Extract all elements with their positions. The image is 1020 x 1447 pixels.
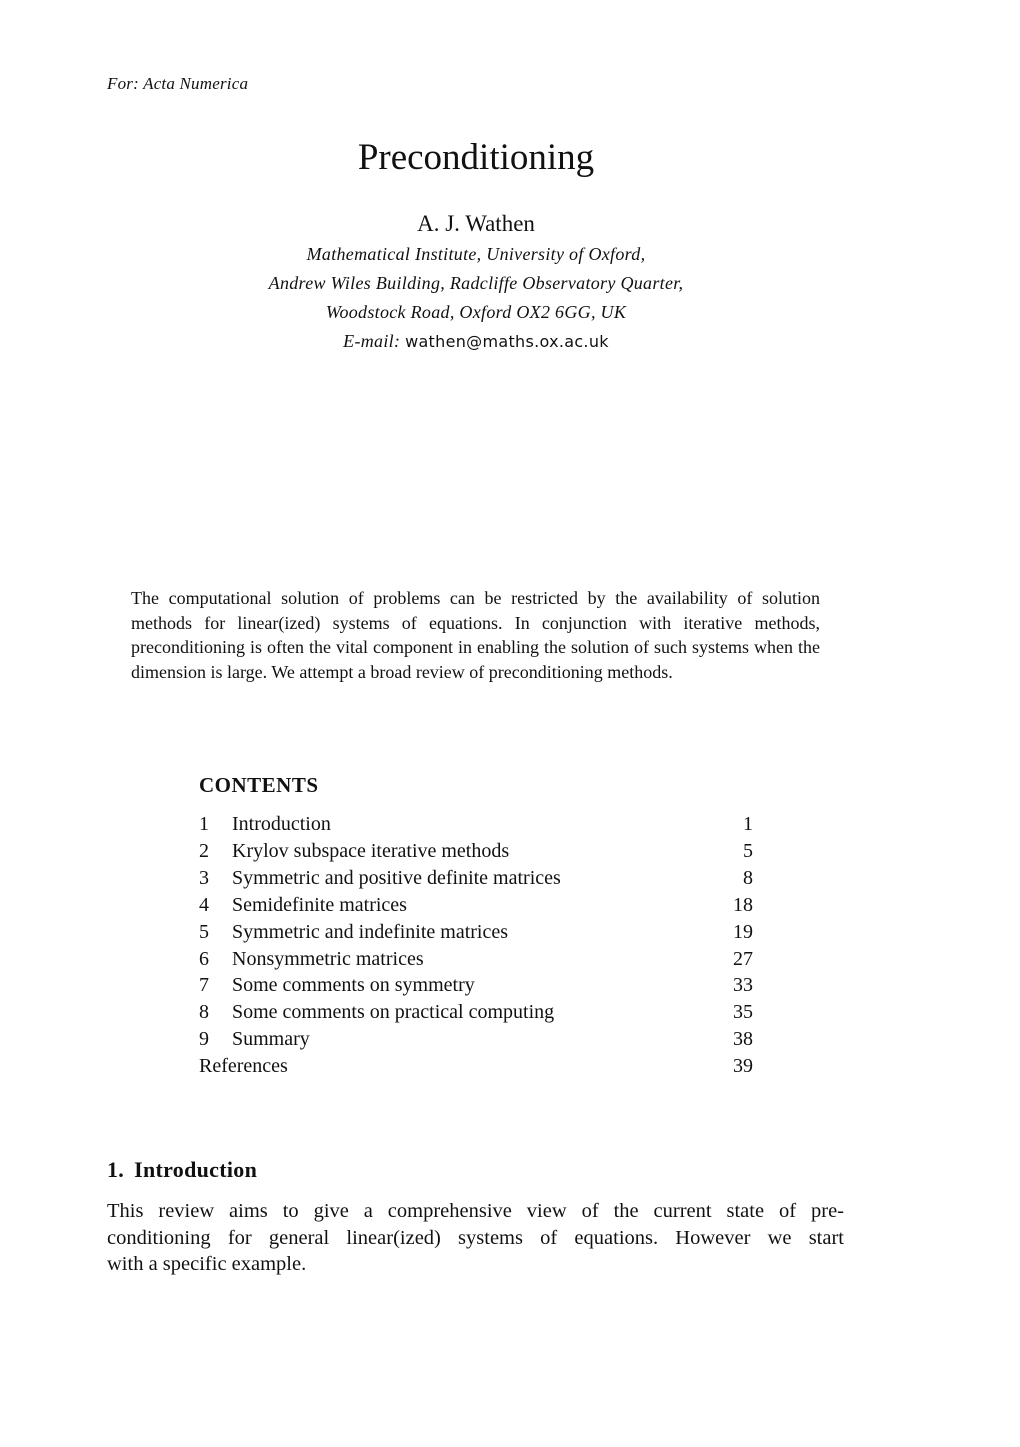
toc-entry[interactable]	[199, 946, 753, 973]
author-block	[0, 208, 952, 356]
toc-entry-page: 39	[733, 1055, 753, 1078]
abstract: The computational solution of problems can be restricted by the availability of solution methods for linear(ized) systems of equations. In conjunction with iterative methods, preconditioning is often the vital component in enabling the solution of such systems when the dimension is large. We attempt a broad review of preconditioning methods.	[131, 588, 820, 682]
affiliation-line: Woodstock Road, Oxford OX2 6GG, UK	[325, 302, 627, 322]
toc-entry-title: Introduction	[232, 813, 331, 835]
paragraph-line: conditioning for general linear(ized) systems of equations. However we start	[107, 1226, 844, 1249]
paragraph-line: This review aims to give a comprehensive view of the current state of pre-	[107, 1200, 844, 1222]
toc-entry-number: 7	[199, 974, 209, 997]
toc-entry-page: 35	[733, 1001, 753, 1024]
toc-entry-title: Semidefinite matrices	[232, 893, 407, 916]
toc-entry-number: 5	[199, 920, 209, 943]
toc-entry[interactable]	[199, 972, 753, 999]
section-number: 1.	[107, 1157, 125, 1182]
toc-entry-number: 6	[199, 947, 209, 970]
section-title: Introduction	[134, 1157, 258, 1182]
toc-entry-number: 3	[199, 866, 209, 889]
toc-entry-number: 2	[199, 839, 209, 862]
toc-entry-title: References	[199, 1055, 288, 1078]
toc-entry-page: 1	[743, 813, 753, 835]
toc-entry-page: 27	[733, 947, 753, 970]
toc-entry-page: 33	[733, 974, 753, 997]
toc-entry-title: Some comments on symmetry	[232, 974, 475, 997]
contents-heading: CONTENTS	[199, 773, 319, 797]
toc-entry-page: 5	[743, 839, 753, 862]
toc-list	[199, 811, 753, 1080]
paragraph-line: with a specific example.	[107, 1253, 307, 1276]
toc-entry-number: 1	[199, 813, 209, 835]
toc-entry[interactable]	[199, 838, 753, 865]
toc-entry-number: 4	[199, 893, 209, 916]
email-label: E-mail:	[343, 331, 401, 351]
toc-entry-title: Nonsymmetric matrices	[232, 947, 424, 970]
affiliation-line: Mathematical Institute, University of Oxford,	[306, 244, 646, 264]
toc-entry[interactable]	[199, 999, 753, 1026]
toc-entry-title: Symmetric and indefinite matrices	[232, 920, 509, 943]
toc-entry[interactable]	[199, 892, 753, 919]
toc-entry-title: Summary	[232, 1028, 310, 1051]
toc-entry-page: 38	[733, 1028, 753, 1051]
affiliation-line: Andrew Wiles Building, Radcliffe Observatory Quarter,	[268, 273, 684, 293]
table-of-contents	[199, 771, 753, 1080]
journal-header: For: Acta Numerica	[107, 74, 249, 93]
toc-entry-page: 19	[733, 920, 753, 943]
toc-entry-title: Krylov subspace iterative methods	[232, 839, 510, 862]
toc-entry-page: 8	[743, 866, 753, 889]
toc-entry[interactable]	[199, 1053, 753, 1080]
email-line	[0, 327, 952, 356]
toc-entry[interactable]	[199, 811, 753, 838]
paper-title: Preconditioning	[357, 137, 595, 178]
toc-entry-page: 18	[733, 893, 753, 916]
toc-entry-number: 8	[199, 1001, 209, 1024]
author-name: A. J. Wathen	[417, 211, 535, 236]
intro-paragraph	[107, 1198, 844, 1278]
toc-entry[interactable]	[199, 919, 753, 946]
toc-entry-title: Some comments on practical computing	[232, 1001, 555, 1024]
email-link[interactable]: wathen@maths.ox.ac.uk	[405, 332, 609, 351]
toc-entry-title: Symmetric and positive definite matrices	[232, 866, 561, 889]
toc-entry[interactable]	[199, 865, 753, 892]
toc-entry-number: 9	[199, 1028, 209, 1051]
section-heading	[107, 1156, 257, 1184]
toc-entry[interactable]	[199, 1026, 753, 1053]
